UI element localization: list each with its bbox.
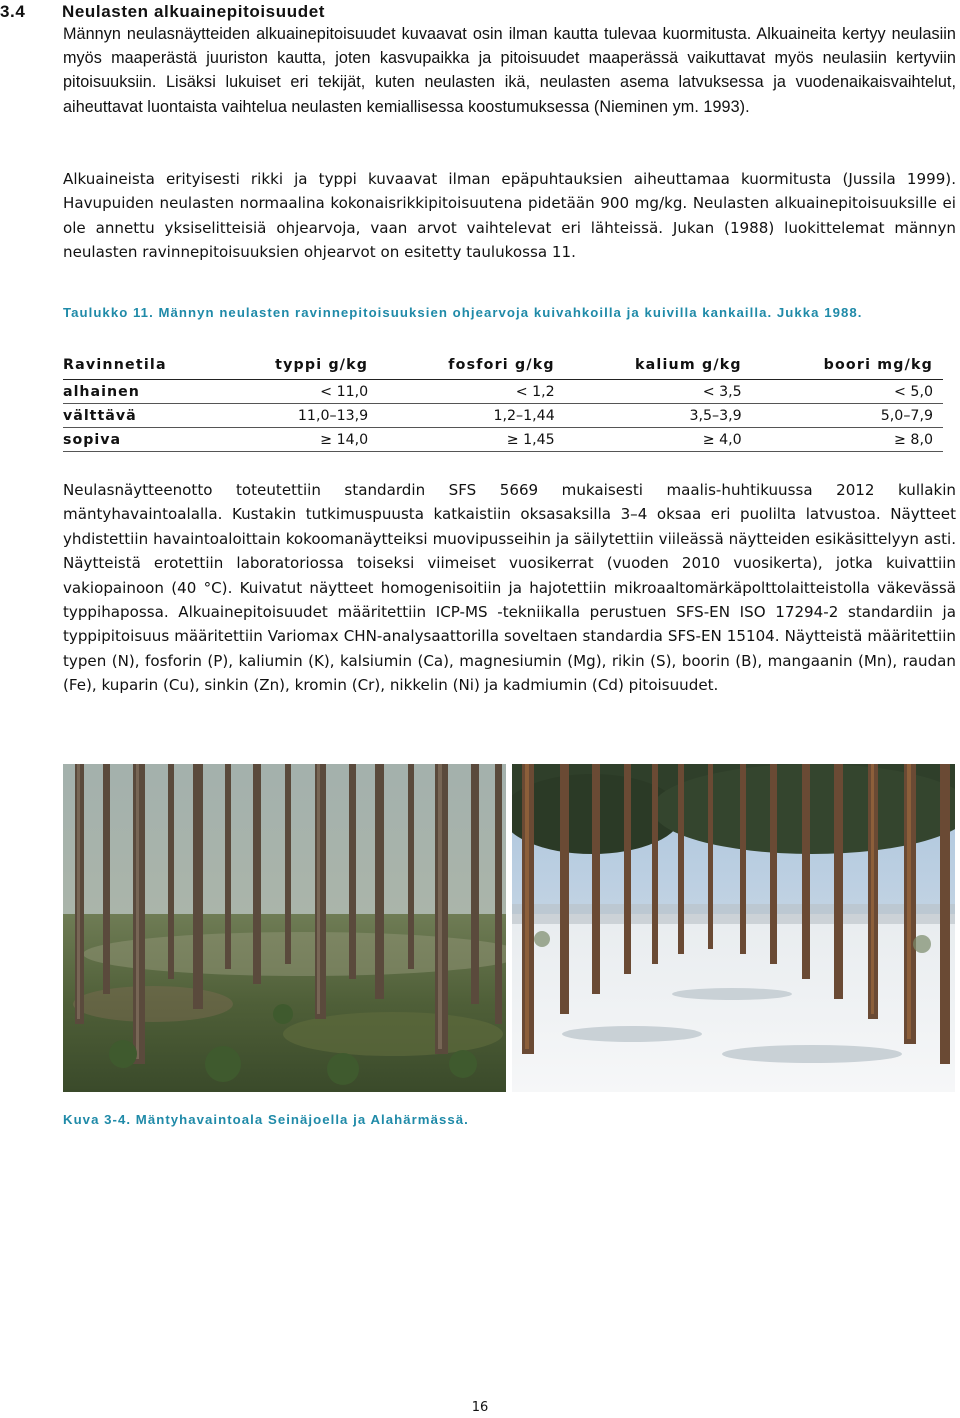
column-header-phosphorus: fosfori g/kg (378, 351, 565, 380)
table-cell: < 11,0 (213, 380, 378, 404)
table-cell: 11,0–13,9 (213, 404, 378, 428)
table-row (63, 428, 943, 452)
table-cell: 3,5–3,9 (565, 404, 752, 428)
section-title: Neulasten alkuainepitoisuudet (62, 2, 326, 21)
section-number: 3.4 (0, 2, 26, 21)
paragraph-sampling-methods: Neulasnäytteenotto toteutettiin standardin SFS 5669 mukaisesti maalis-huhtikuussa 2012 kullakin mäntyhavaintoalalla. Kustakin tutkimuspuusta katkaistiin oksasaksilla 3–4 oksaa eri puolilta latvustoa. Näytteet yhdistettiin havaintoaloittain kokoomanäytteiksi muovipusseihin ja säilytettiin viileässä näytteiden esikäsittelyyn asti. Näytteistä erotettiin laboratoriossa toiseksi viimeiset vuosikerrat (vuoden 2010 vuosikerta), jotka kuivattiin vakiopainoon (40 °C). Kuivatut näytteet homogenisoitiin ja hajotettiin mikroaaltomärkäpolttolaitteistolla väkevässä typpihapossa. Alkuainepitoisuudet määritettiin ICP-MS -tekniikalla perustuen SFS-EN ISO 17294-2 standardiin ja typpipitoisuus määritettiin Variomax CHN-analysaattorilla soveltaen standardia SFS-EN 15104. Näytteistä määritettiin typen (N), fosforin (P), kaliumin (K), kalsiumin (Ca), magnesiumin (Mg), rikin (S), boorin (B), mangaanin (Mn), raudan (Fe), kuparin (Cu), sinkin (Zn), kromin (Cr), nikkelin (Ni) ja kadmiumin (Cd) pitoisuudet. (63, 481, 956, 695)
section-heading (0, 2, 325, 22)
table-cell: < 1,2 (378, 380, 565, 404)
table-cell: ≥ 8,0 (752, 428, 943, 452)
column-header-boron: boori mg/kg (752, 351, 943, 380)
column-header-potassium: kalium g/kg (565, 351, 752, 380)
table-cell: ≥ 1,45 (378, 428, 565, 452)
row-label: alhainen (63, 380, 213, 404)
table-cell: ≥ 4,0 (565, 428, 752, 452)
table-cell: < 3,5 (565, 380, 752, 404)
page-number: 16 (471, 1400, 489, 1415)
paragraph-intro: Männyn neulasnäytteiden alkuainepitoisuudet kuvaavat osin ilman kautta tulevaa kuormitusta. Alkuaineita kertyy neulasiin myös maaperästä juuriston kautta, joten kasvupaikka ja pitoisuudet maaperässä vaikuttavat myös neulasiin kertyviin pitoisuuksiin. Lisäksi lukuiset eri tekijät, kuten neulasten ikä, neulasten asema latvuksessa ja vuodenaikaisvaihtelut, aiheuttavat luontaista vaihtelua neulasten kemiallisessa koostumuksessa (Nieminen ym. 1993). (63, 25, 956, 116)
nutrient-guideline-table (63, 351, 943, 452)
figure-caption: Kuva 3-4. Mäntyhavaintoala Seinäjoella ja Alahärmässä. (63, 1112, 469, 1127)
table-cell: 5,0–7,9 (752, 404, 943, 428)
table-cell: < 5,0 (752, 380, 943, 404)
table-cell: 1,2–1,44 (378, 404, 565, 428)
paragraph-sulfur-nitrogen: Alkuaineista erityisesti rikki ja typpi kuvaavat ilman epäpuhtauksien aiheuttamaa kuormitusta (Jussila 1999). Havupuiden neulasten normaalina kokonaisrikkipitoisuutena pidetään 900 mg/kg. Neulasten alkuainepitoisuuksille ei ole annettu yksiselitteisiä ohjearvoja, vaan arvot vaihtelevat eri lähteissä. Jukan (1988) luokittelemat männyn neulasten ravinnepitoisuuksien ohjearvot on esitetty taulukossa 11. (63, 170, 956, 261)
row-label: sopiva (63, 428, 213, 452)
table-header-row (63, 351, 943, 380)
column-header-nutrient-status: Ravinnetila (63, 351, 213, 380)
column-header-nitrogen: typpi g/kg (213, 351, 378, 380)
forest-photo-alaharma (512, 764, 955, 1092)
table-caption: Taulukko 11. Männyn neulasten ravinnepitoisuuksien ohjearvoja kuivahkoilla ja kuivilla kankailla. Jukka 1988. (63, 305, 863, 320)
row-label: välttävä (63, 404, 213, 428)
forest-photo-seinajoki (63, 764, 506, 1092)
table-cell: ≥ 14,0 (213, 428, 378, 452)
table-row (63, 404, 943, 428)
table-row (63, 380, 943, 404)
